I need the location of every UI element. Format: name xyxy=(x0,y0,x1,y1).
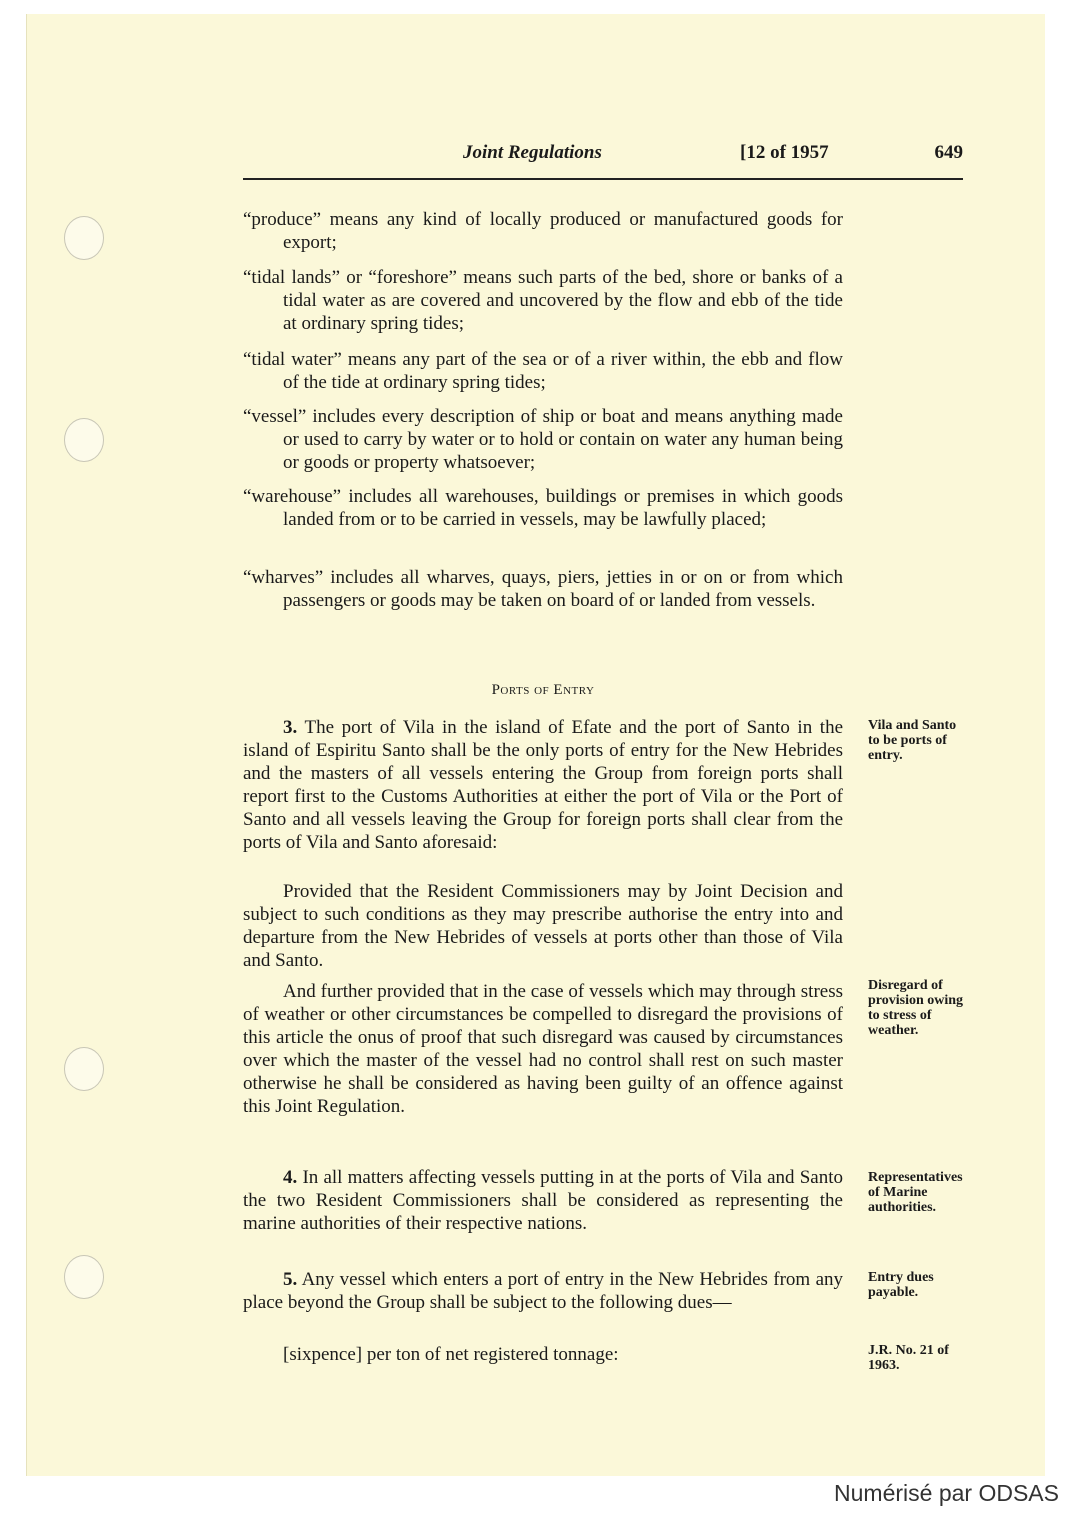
definition-tidal-water: “tidal water” means any part of the sea or of a river within, the ebb and flow of the tide at ordinary spring tides; xyxy=(243,349,843,393)
margin-note-ports-of-entry: Vila and Santo to be ports of entry. xyxy=(868,718,957,763)
article-5-dues: [sixpence] per ton of net registered tonnage: xyxy=(283,1344,619,1365)
margin-note-entry-dues: Entry dues payable. xyxy=(868,1270,934,1300)
section-heading: Ports of Entry xyxy=(491,682,595,698)
page-number: 649 xyxy=(934,142,963,163)
article-4-number: 4. xyxy=(283,1167,298,1188)
binder-hole xyxy=(64,1047,104,1091)
article-4-text: In all matters affecting vessels putting in at the ports of Vila and Santo the two Resident Commissioners shall be considered as representing the marine authorities of their respective nations. xyxy=(243,1167,844,1234)
definition-tidal-lands: “tidal lands” or “foreshore” means such parts of the bed, shore or banks of a tidal water as are covered and uncovered by the flow and ebb of the tide at ordinary spring tides; xyxy=(243,267,843,334)
definition-wharves: “wharves” includes all wharves, quays, piers, jetties in or on or from which passengers or goods may be taken on board of or landed from vessels. xyxy=(243,567,843,611)
article-5 xyxy=(243,1268,843,1314)
definition-vessel: “vessel” includes every description of ship or boat and means anything made or used to carry by water or to hold or contain on water any human being or goods or property whatsoever; xyxy=(243,406,843,473)
definition-warehouse: “warehouse” includes all warehouses, buildings or premises in which goods landed from or to be carried in vessels, may be lawfully placed; xyxy=(243,486,843,530)
article-4 xyxy=(243,1166,843,1235)
header-rule xyxy=(243,178,963,180)
margin-note-jr-ref: J.R. No. 21 of 1963. xyxy=(868,1343,949,1373)
article-3-text: The port of Vila in the island of Efate and the port of Santo in the island of Espiritu Santo shall be the only ports of entry for the New Hebrides and the masters of all vessels entering the Group from foreign ports shall report first to the Customs Authorities at either the port of Vila or the Port of Santo and all vessels leaving the Group for foreign ports shall clear from the ports of Vila and Santo aforesaid: xyxy=(243,717,843,853)
article-3 xyxy=(243,716,843,854)
binder-hole xyxy=(64,216,104,260)
page-header xyxy=(243,142,963,166)
margin-note-disregard: Disregard of provision owing to stress of weather. xyxy=(868,978,964,1038)
header-title: Joint Regulations xyxy=(463,142,602,163)
scan-credit: Numérisé par ODSAS xyxy=(834,1480,1059,1506)
header-regulation-ref: [12 of 1957 xyxy=(740,142,829,163)
binder-hole xyxy=(64,1255,104,1299)
article-5-number: 5. xyxy=(283,1269,298,1290)
article-3-number: 3. xyxy=(283,717,298,738)
article-3-proviso-2: And further provided that in the case of vessels which may through stress of weather or other circumstances be compelled to disregard the provisions of this article the onus of proof that such disregard was caused by circumstances over which the master of the vessel had no control shall rest on such master otherwise he shall be considered as having been guilty of an offence against this Joint Regulation. xyxy=(243,981,843,1117)
definition-produce: “produce” means any kind of locally produced or manufactured goods for export; xyxy=(243,209,843,253)
article-5-text: Any vessel which enters a port of entry in the New Hebrides from any place beyond the Group shall be subject to the following dues— xyxy=(243,1269,844,1313)
article-3-proviso-1: Provided that the Resident Commissioners may by Joint Decision and subject to such conditions as they may prescribe authorise the entry into and departure from the New Hebrides of vessels at ports other than those of Vila and Santo. xyxy=(243,881,843,971)
margin-note-representatives: Representatives of Marine authorities. xyxy=(868,1170,963,1215)
binder-hole xyxy=(64,418,104,462)
